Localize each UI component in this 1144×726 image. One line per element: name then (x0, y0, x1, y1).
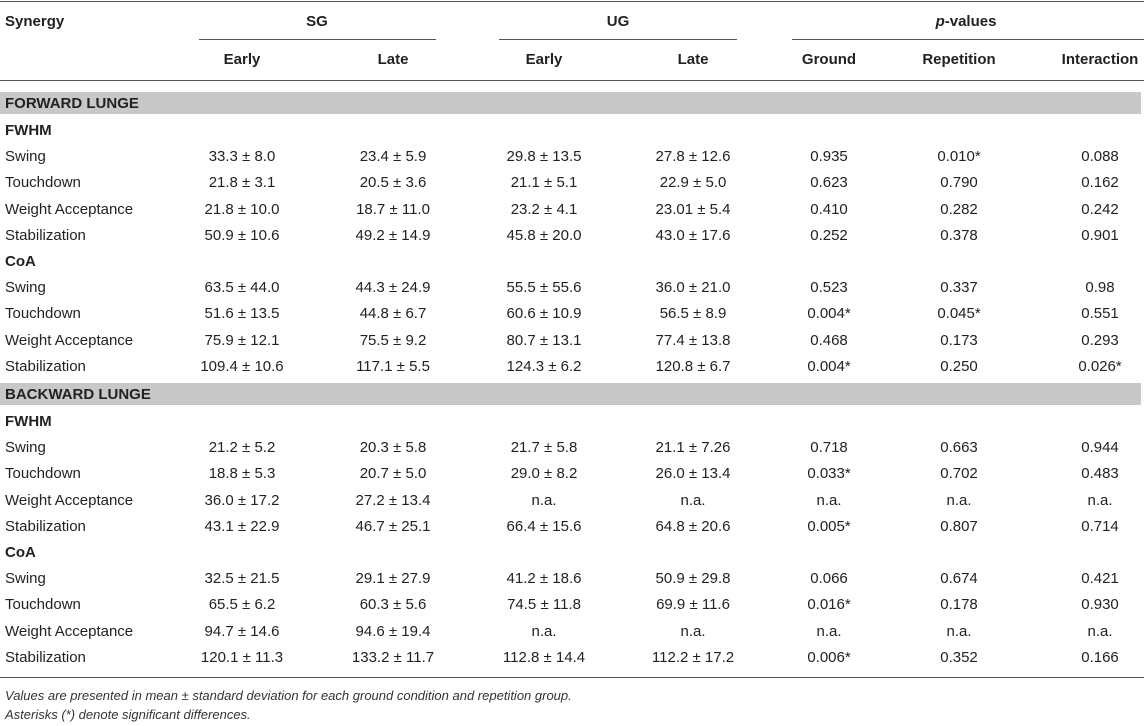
table-row (0, 439, 1144, 465)
header-ground: Ground (801, 51, 857, 68)
synergy-name: Stabilization (5, 357, 86, 375)
bottom-rule (0, 677, 1144, 678)
sg-early: 63.5 ± 44.0 (204, 279, 280, 296)
synergy-name: Weight Acceptance (5, 491, 134, 509)
p-repetition: 0.337 (940, 279, 978, 296)
sg-late: 29.1 ± 27.9 (355, 570, 431, 587)
synergy-name: Weight Acceptance (5, 622, 134, 640)
ug-late: 56.5 ± 8.9 (659, 305, 727, 323)
synergy-name: Touchdown (5, 596, 81, 614)
sg-late: 117.1 ± 5.5 (356, 357, 430, 375)
ug-group-rule (499, 39, 737, 40)
table-row (0, 492, 1144, 518)
sg-early: 51.6 ± 13.5 (204, 305, 280, 323)
sg-late: 60.3 ± 5.6 (359, 596, 427, 614)
sg-late: 20.3 ± 5.8 (359, 439, 427, 456)
p-repetition: 0.178 (940, 596, 978, 614)
table-row (0, 148, 1144, 174)
sg-early: 21.2 ± 5.2 (208, 439, 276, 456)
ug-early: 21.7 ± 5.8 (510, 439, 578, 456)
table-row (0, 465, 1144, 491)
ug-late: 23.01 ± 5.4 (655, 200, 731, 218)
synergy-name: Weight Acceptance (5, 200, 134, 218)
sg-early: 32.5 ± 21.5 (204, 570, 280, 587)
ug-early: 124.3 ± 6.2 (506, 357, 582, 375)
p-repetition: n.a. (946, 491, 972, 509)
header-rule (0, 80, 1144, 81)
ug-late: 112.2 ± 17.2 (651, 648, 735, 666)
p-ground: 0.935 (810, 148, 848, 165)
p-interaction: 0.930 (1081, 596, 1119, 614)
p-repetition: 0.352 (940, 648, 978, 666)
p-ground: 0.033* (807, 465, 851, 483)
synergy-name: Swing (5, 570, 46, 587)
sg-early: 21.8 ± 10.0 (204, 200, 280, 218)
header-sg-early: Early (223, 51, 261, 68)
synergy-name: Touchdown (5, 174, 81, 192)
sg-late: 44.8 ± 6.7 (359, 305, 427, 323)
ug-late: 43.0 ± 17.6 (655, 226, 731, 244)
p-repetition: 0.173 (940, 331, 978, 349)
p-interaction: 0.98 (1085, 279, 1115, 296)
p-repetition: 0.378 (940, 226, 978, 244)
p-ground: n.a. (816, 622, 842, 640)
sg-early: 21.8 ± 3.1 (208, 174, 276, 192)
ug-late: 27.8 ± 12.6 (655, 148, 731, 165)
table-row (0, 227, 1144, 253)
table-row (0, 279, 1144, 305)
ug-early: 23.2 ± 4.1 (510, 200, 578, 218)
p-ground: 0.004* (807, 357, 851, 375)
sg-late: 44.3 ± 24.9 (355, 279, 431, 296)
pvalues-group-rule (792, 39, 1144, 40)
subsection-forward-fwhm: FWHM (5, 122, 52, 139)
header-sg-late: Late (377, 51, 409, 68)
ug-late: 50.9 ± 29.8 (655, 570, 731, 587)
ug-early: 21.1 ± 5.1 (510, 174, 578, 192)
ug-early: 74.5 ± 11.8 (507, 596, 581, 614)
synergy-name: Swing (5, 439, 46, 456)
p-ground: 0.016* (807, 596, 851, 614)
ug-late: 64.8 ± 20.6 (655, 517, 731, 535)
sg-late: 94.6 ± 19.4 (355, 622, 431, 640)
header-sg: SG (306, 13, 328, 30)
table-row (0, 570, 1144, 596)
sg-early: 65.5 ± 6.2 (208, 596, 276, 614)
synergy-name: Stabilization (5, 648, 86, 666)
table-row (0, 596, 1144, 622)
ug-late: 22.9 ± 5.0 (659, 174, 727, 192)
ug-early: 66.4 ± 15.6 (506, 517, 582, 535)
p-interaction: 0.483 (1081, 465, 1119, 483)
synergy-name: Weight Acceptance (5, 331, 134, 349)
sg-late: 46.7 ± 25.1 (355, 517, 431, 535)
sg-early: 94.7 ± 14.6 (204, 622, 280, 640)
p-interaction: 0.166 (1081, 648, 1119, 666)
header-ug-late: Late (677, 51, 709, 68)
table-row (0, 332, 1144, 358)
section-band-backward (0, 383, 1141, 405)
header-pvalues-suffix: -values (944, 13, 997, 30)
sg-late: 18.7 ± 11.0 (356, 200, 430, 218)
table-row (0, 649, 1144, 675)
header-ug: UG (606, 13, 630, 30)
synergy-name: Stabilization (5, 517, 86, 535)
table-row (0, 358, 1144, 384)
synergy-name: Touchdown (5, 465, 81, 483)
subsection-backward-fwhm: FWHM (5, 413, 52, 430)
sg-early: 43.1 ± 22.9 (204, 517, 280, 535)
table-row (0, 518, 1144, 544)
p-interaction: 0.293 (1081, 331, 1119, 349)
p-repetition: 0.282 (940, 200, 978, 218)
ug-late: n.a. (680, 622, 706, 640)
sg-late: 133.2 ± 11.7 (351, 648, 435, 666)
ug-late: 36.0 ± 21.0 (655, 279, 731, 296)
footnote-asterisks: Asterisks (*) denote significant differences. (5, 707, 251, 722)
sg-early: 33.3 ± 8.0 (208, 148, 276, 165)
p-ground: 0.066 (810, 570, 848, 587)
p-repetition: 0.045* (937, 305, 981, 323)
footnote-values: Values are presented in mean ± standard deviation for each ground condition and repetition group. (5, 688, 572, 703)
sg-early: 109.4 ± 10.6 (200, 357, 284, 375)
p-interaction: 0.242 (1081, 200, 1119, 218)
p-repetition: 0.674 (940, 570, 978, 587)
p-ground: n.a. (816, 491, 842, 509)
p-interaction: 0.944 (1081, 439, 1119, 456)
p-interaction: 0.551 (1081, 305, 1119, 323)
p-interaction: 0.026* (1078, 357, 1122, 375)
ug-early: 55.5 ± 55.6 (506, 279, 582, 296)
ug-early: 112.8 ± 14.4 (502, 648, 586, 666)
ug-early: 80.7 ± 13.1 (506, 331, 582, 349)
p-ground: 0.006* (807, 648, 851, 666)
header-ug-early: Early (525, 51, 563, 68)
header-pvalues-p: p (935, 13, 945, 30)
ug-early: 41.2 ± 18.6 (506, 570, 582, 587)
p-ground: 0.410 (810, 200, 848, 218)
p-interaction: n.a. (1087, 622, 1113, 640)
section-band-forward (0, 92, 1141, 114)
table-row (0, 623, 1144, 649)
ug-early: n.a. (531, 622, 557, 640)
subsection-backward-coa: CoA (5, 544, 36, 561)
header-synergy: Synergy (5, 13, 65, 30)
ug-early: 29.8 ± 13.5 (506, 148, 582, 165)
section-label-forward: FORWARD LUNGE (5, 95, 139, 112)
p-ground: 0.004* (807, 305, 851, 323)
p-interaction: 0.088 (1081, 148, 1119, 165)
sg-late: 75.5 ± 9.2 (359, 331, 427, 349)
sg-early: 36.0 ± 17.2 (204, 491, 280, 509)
subsection-forward-coa: CoA (5, 253, 36, 270)
synergy-name: Swing (5, 148, 46, 165)
p-interaction: 0.714 (1081, 517, 1119, 535)
p-repetition: 0.250 (940, 357, 978, 375)
p-repetition: 0.010* (937, 148, 981, 165)
sg-late: 23.4 ± 5.9 (359, 148, 427, 165)
sg-early: 75.9 ± 12.1 (204, 331, 280, 349)
p-interaction: 0.421 (1081, 570, 1119, 587)
ug-early: 45.8 ± 20.0 (506, 226, 582, 244)
header-repetition: Repetition (922, 51, 996, 68)
synergy-name: Swing (5, 279, 46, 296)
ug-late: 77.4 ± 13.8 (655, 331, 731, 349)
p-ground: 0.623 (810, 174, 848, 192)
table-row (0, 201, 1144, 227)
sg-early: 18.8 ± 5.3 (208, 465, 276, 483)
p-interaction: n.a. (1087, 491, 1113, 509)
sg-late: 27.2 ± 13.4 (355, 491, 431, 509)
p-repetition: 0.702 (940, 465, 978, 483)
p-repetition: 0.807 (940, 517, 978, 535)
ug-late: 69.9 ± 11.6 (656, 596, 730, 614)
ug-late: 26.0 ± 13.4 (655, 465, 731, 483)
header-interaction: Interaction (1061, 51, 1139, 68)
table-row (0, 174, 1144, 200)
sg-late: 49.2 ± 14.9 (355, 226, 431, 244)
ug-late: n.a. (680, 491, 706, 509)
synergy-name: Stabilization (5, 226, 86, 244)
synergy-name: Touchdown (5, 305, 81, 323)
sg-early: 120.1 ± 11.3 (200, 648, 284, 666)
sg-late: 20.5 ± 3.6 (359, 174, 427, 192)
p-ground: 0.468 (810, 331, 848, 349)
sg-group-rule (199, 39, 436, 40)
p-repetition: 0.790 (940, 174, 978, 192)
ug-early: 60.6 ± 10.9 (506, 305, 582, 323)
sg-late: 20.7 ± 5.0 (359, 465, 427, 483)
ug-late: 120.8 ± 6.7 (655, 357, 731, 375)
p-repetition: 0.663 (940, 439, 978, 456)
ug-early: n.a. (531, 491, 557, 509)
p-ground: 0.005* (807, 517, 851, 535)
top-rule (0, 1, 1144, 2)
ug-early: 29.0 ± 8.2 (510, 465, 578, 483)
section-label-backward: BACKWARD LUNGE (5, 386, 151, 403)
p-repetition: n.a. (946, 622, 972, 640)
header-pvalues (936, 13, 997, 30)
p-ground: 0.718 (810, 439, 848, 456)
ug-late: 21.1 ± 7.26 (655, 439, 731, 456)
p-ground: 0.252 (810, 226, 848, 244)
p-ground: 0.523 (810, 279, 848, 296)
p-interaction: 0.901 (1081, 226, 1119, 244)
sg-early: 50.9 ± 10.6 (204, 226, 280, 244)
table-row (0, 305, 1144, 331)
p-interaction: 0.162 (1081, 174, 1119, 192)
